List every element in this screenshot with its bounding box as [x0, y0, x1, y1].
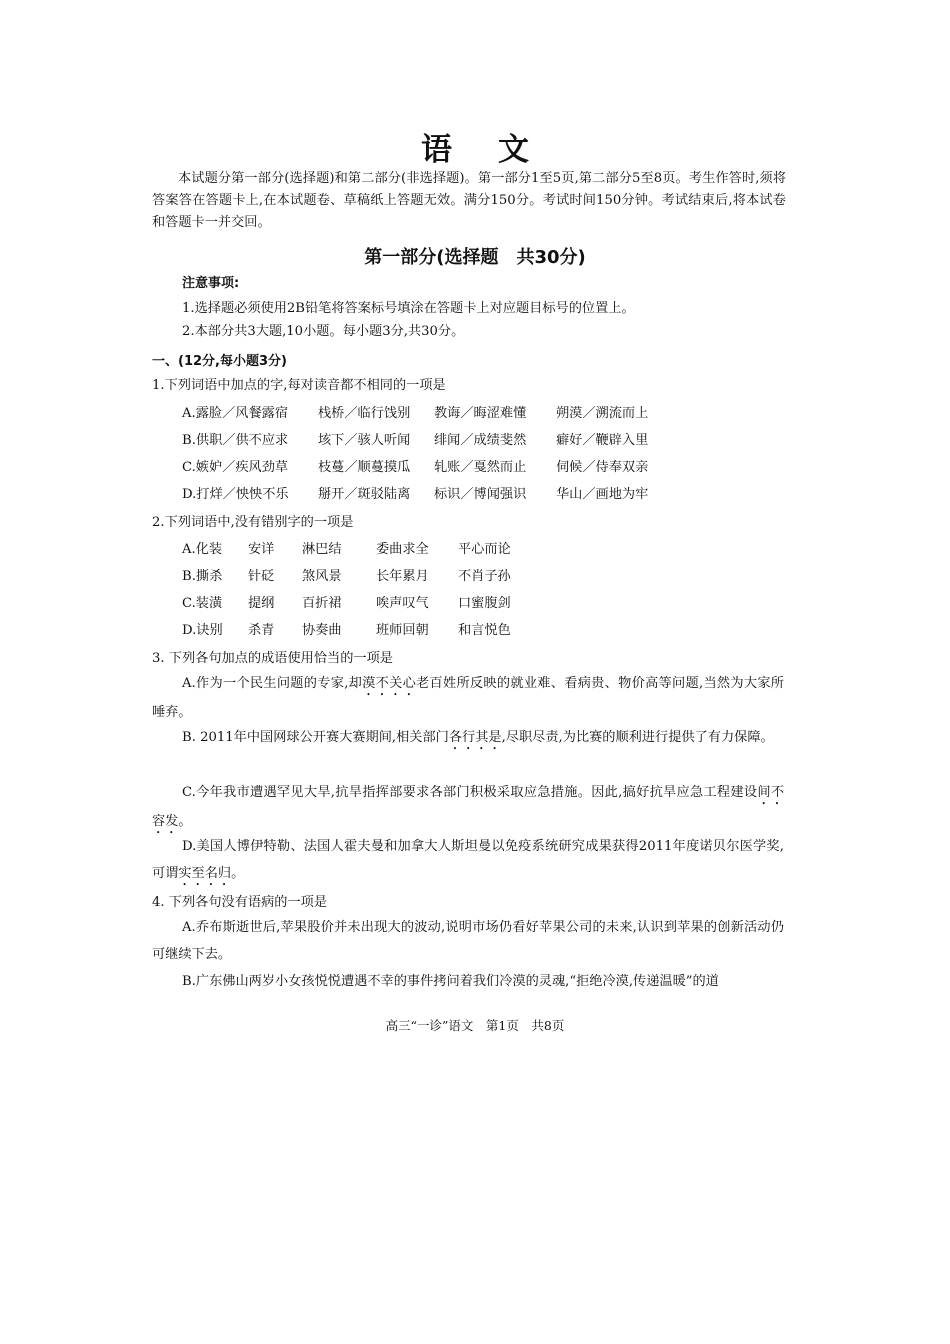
- q2-option-cell: 协奏曲: [302, 623, 342, 638]
- q2-option-cell: 平心而论: [458, 542, 511, 557]
- question-2-stem: 2.下列词语中,没有错别字的一项是: [152, 515, 354, 530]
- q1-option-cell: 教诲／晦涩难懂: [434, 406, 527, 421]
- q1-option-cell: 朔漠／溯流而上: [556, 406, 649, 421]
- page-title: 语文: [421, 132, 575, 168]
- q1-option-cell: 伺候／侍奉双亲: [556, 460, 649, 475]
- q3-option-c: [152, 779, 784, 837]
- q1-option-cell: 绯闻／成绩斐然: [434, 433, 527, 448]
- q2-option-cell: 和言悦色: [458, 623, 511, 638]
- q3-d-text-rest: 。: [231, 866, 245, 881]
- q1-option-cell: 枝蔓／顺蔓摸瓜: [318, 460, 411, 475]
- q3-c-text: C.今年我市遭遇罕见大旱,抗旱指挥部要求各部门积极采取应急措施。因此,搞好抗旱应急工程建设: [182, 785, 758, 800]
- q1-option-cell: B.供职／供不应求: [182, 433, 289, 448]
- q1-option-cell: 癖好／鞭辟入里: [556, 433, 649, 448]
- note-item: 1.选择题必须使用2B铅笔将答案标号填涂在答题卡上对应题目标号的位置上。: [182, 301, 635, 316]
- q2-option-cell: 针砭: [248, 569, 275, 584]
- q1-option-cell: 栈桥／临行饯别: [318, 406, 411, 421]
- q2-option-cell: 唉声叹气: [376, 596, 429, 611]
- q2-option-cell: A.化装: [182, 542, 223, 557]
- intro-paragraph: 本试题分第一部分(选择题)和第二部分(非选择题)。第一部分1至5页,第二部分5至8页。考生作答时,须将答案答在答题卡上,在本试题卷、草稿纸上答题无效。满分150分。考试时间150分钟。考试结束后,将本试卷和答题卡一并交回。: [152, 171, 786, 230]
- question-4-stem: 4. 下列各句没有语病的一项是: [152, 895, 328, 910]
- q2-option-cell: 不肖子孙: [458, 569, 511, 584]
- part-one-title: 第一部分(选择题 共30分): [364, 247, 586, 268]
- q3-b-text-rest: ,尽职尽责,为比赛的顺利进行提供了有力保障。: [501, 730, 774, 745]
- q1-option-cell: 标识／博闻强识: [434, 487, 527, 502]
- question-3-stem: 3. 下列各句加点的成语使用恰当的一项是: [152, 651, 393, 666]
- q3-a-text: A.作为一个民生问题的专家,却: [182, 676, 363, 691]
- notes-heading: 注意事项:: [182, 276, 240, 291]
- q3-c-text-rest: 。: [178, 814, 192, 829]
- page-footer: 高三“一诊”语文 第1页 共8页: [385, 1018, 565, 1033]
- q3-a-idiom: 漠不关心: [362, 676, 417, 691]
- q3-c-idiom: 间不容发: [152, 785, 785, 829]
- q2-option-cell: 长年累月: [376, 569, 429, 584]
- q2-option-cell: 委曲求全: [376, 542, 429, 557]
- section-heading: 一、(12分,每小题3分): [152, 354, 287, 369]
- q2-option-cell: 杀青: [248, 623, 275, 638]
- q2-option-cell: 百折裙: [302, 596, 342, 611]
- q1-option-cell: 垓下／骇人听闻: [318, 433, 411, 448]
- q2-option-cell: 提纲: [248, 596, 275, 611]
- q3-d-text: D.美国人博伊特勒、法国人霍夫曼和加拿大人斯坦曼以免疫系统研究成果获得2011年度诺贝尔医学奖,可谓: [152, 839, 784, 881]
- q2-option-cell: 口蜜腹剑: [458, 596, 511, 611]
- q3-option-d: [152, 833, 784, 889]
- question-1-stem: 1.下列词语中加点的字,每对读音都不相同的一项是: [152, 378, 446, 393]
- q1-option-cell: 轧账／戛然而止: [434, 460, 527, 475]
- q2-option-cell: D.诀别: [182, 623, 223, 638]
- q3-option-b: [152, 724, 784, 753]
- q3-a-text-rest: 老百姓所反映的就业难、看病贵、物价高等问题,当然为大家所唾弃。: [152, 676, 784, 720]
- q1-option-cell: 华山／画地为牢: [556, 487, 649, 502]
- q2-option-cell: B.撕杀: [182, 569, 223, 584]
- q4-option-b: B.广东佛山两岁小女孩悦悦遭遇不幸的事件拷问着我们冷漠的灵魂,“拒绝冷漠,传递温暖”的道: [182, 974, 719, 989]
- q2-option-cell: 煞风景: [302, 569, 342, 584]
- q2-option-cell: C.装潢: [182, 596, 223, 611]
- q1-option-cell: C.嫉妒／疾风劲草: [182, 460, 289, 475]
- q3-option-a: [152, 670, 784, 726]
- q3-d-idiom: 实至名归: [178, 866, 232, 881]
- q1-option-cell: D.打烊／怏怏不乐: [182, 487, 289, 502]
- q3-b-idiom: 各行其是: [448, 730, 502, 745]
- q2-option-cell: 淋巴结: [302, 542, 342, 557]
- q2-option-cell: 班师回朝: [376, 623, 429, 638]
- q3-b-text: B. 2011年中国网球公开赛大赛期间,相关部门: [182, 730, 449, 745]
- q4-option-a: A.乔布斯逝世后,苹果股价并未出现大的波动,说明市场仍看好苹果公司的未来,认识到苹果的创新活动仍可继续下去。: [152, 920, 784, 962]
- note-item: 2.本部分共3大题,10小题。每小题3分,共30分。: [182, 324, 465, 339]
- q1-option-cell: 掰开／斑驳陆离: [318, 487, 411, 502]
- q1-option-cell: A.露脸／风餐露宿: [182, 406, 289, 421]
- q2-option-cell: 安详: [248, 542, 275, 557]
